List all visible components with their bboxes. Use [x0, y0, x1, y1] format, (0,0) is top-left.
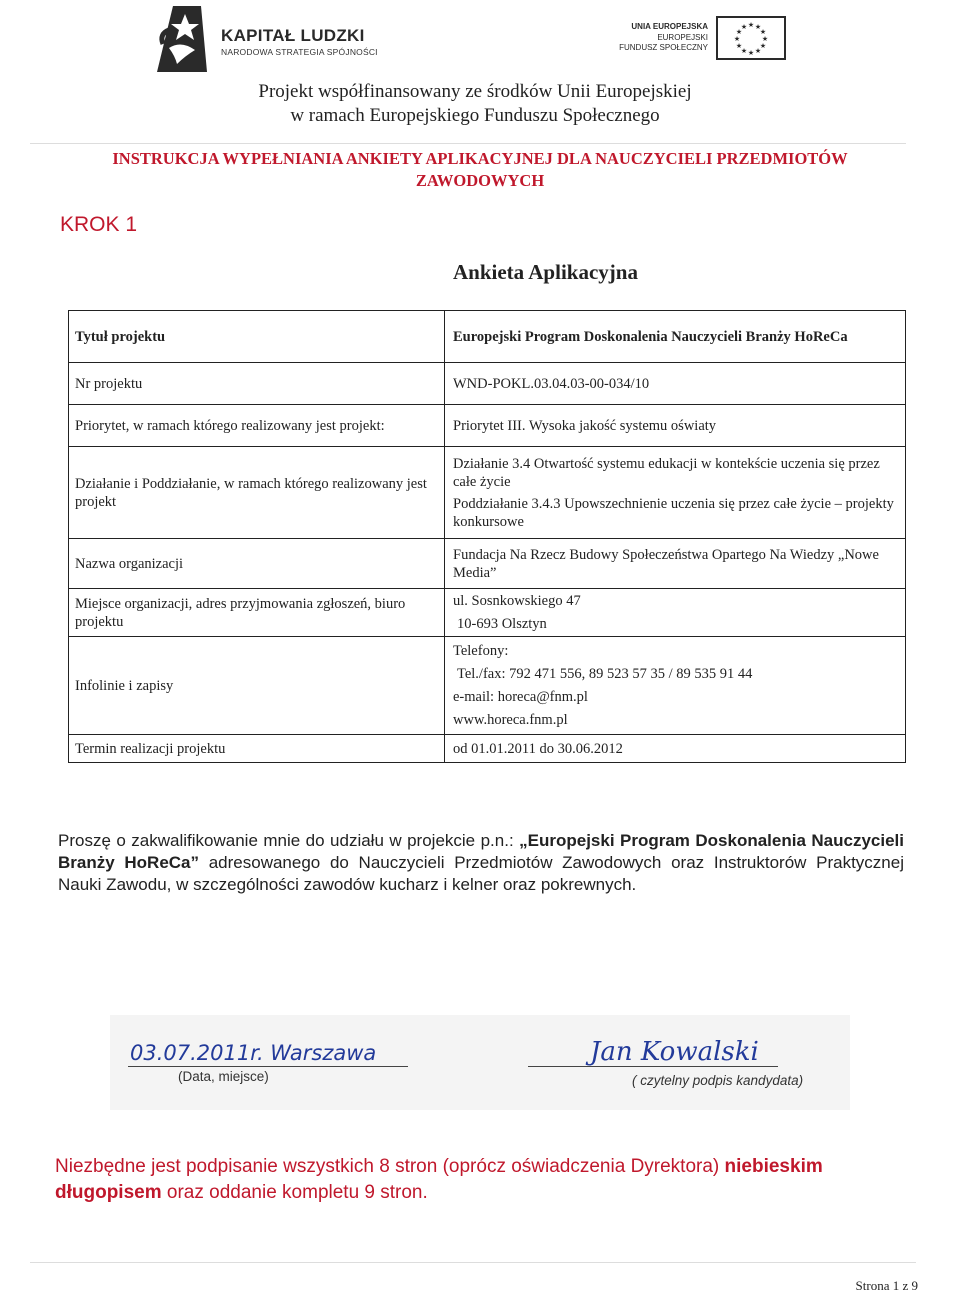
email-value: e-mail: horeca@fnm.pl — [453, 689, 588, 705]
cofinancing-line1: Projekt współfinansowany ze środków Unii Europejskiej — [258, 81, 692, 102]
address-street: ul. Sosnkowskiego 47 — [453, 593, 581, 609]
title-value: Europejski Program Doskonalenia Nauczycieli Branży HoReCa — [445, 311, 906, 363]
svg-text:★: ★ — [740, 47, 748, 55]
action-value: Działanie 3.4 Otwartość systemu edukacji w kontekście uczenia się przez całe życie — [453, 455, 880, 490]
kapital-ludzki-emblem-icon — [155, 4, 215, 74]
svg-text:★: ★ — [735, 42, 743, 50]
signing-note — [55, 1154, 905, 1206]
note-part1: Niezbędne jest podpisanie wszystkich 8 stron (oprócz oświadczenia Dyrektora) — [55, 1156, 725, 1177]
svg-text:★: ★ — [759, 42, 767, 50]
date-caption: (Data, miejsce) — [178, 1069, 269, 1084]
priority-label: Priorytet, w ramach którego realizowany jest projekt: — [69, 405, 445, 447]
table-row — [69, 447, 906, 539]
priority-value: Priorytet III. Wysoka jakość systemu oświaty — [445, 405, 906, 447]
svg-text:★: ★ — [747, 49, 755, 57]
svg-text:★: ★ — [740, 23, 748, 31]
name-caption: ( czytelny podpis kandydata) — [632, 1073, 804, 1088]
handwritten-date: 03.07.2011r. Warszawa — [130, 1041, 377, 1065]
name-signature-line — [528, 1066, 778, 1067]
request-text-part1: Proszę o zakwalifikowanie mnie do udziału w projekcie p.n.: — [58, 831, 520, 850]
table-row — [69, 637, 906, 735]
header-divider — [30, 143, 906, 144]
footer-divider — [30, 1262, 916, 1263]
note-part2: oraz oddanie kompletu 9 stron. — [161, 1182, 428, 1203]
kl-logo-title: KAPITAŁ LUDZKI — [221, 26, 365, 45]
address-label: Miejsce organizacji, adres przyjmowania zgłoszeń, biuro projektu — [69, 589, 445, 637]
svg-text:★: ★ — [754, 47, 762, 55]
term-label: Termin realizacji projektu — [69, 735, 445, 763]
subaction-value: Poddziałanie 3.4.3 Upowszechnienie uczenia się przez całe życie – projekty konkursowe — [453, 495, 894, 530]
request-project-name: „Europejski Program Doskonalenia Nauczycieli Branży HoReCa” — [58, 831, 904, 872]
phone-value: Tel./fax: 792 471 556, 89 523 57 35 / 89 535 91 44 — [457, 666, 753, 682]
eu-logo — [610, 14, 790, 64]
svg-text:★: ★ — [759, 28, 767, 36]
date-signature-line — [128, 1066, 408, 1067]
table-row — [69, 735, 906, 763]
org-label: Nazwa organizacji — [69, 539, 445, 589]
eu-logo-line2: EUROPEJSKI — [657, 32, 708, 42]
cofinancing-line2: w ramach Europejskiego Funduszu Społecznego — [290, 105, 660, 126]
kapital-ludzki-logo — [155, 4, 385, 74]
eu-logo-line3: FUNDUSZ SPOŁECZNY — [619, 43, 708, 52]
svg-text:★: ★ — [735, 28, 743, 36]
svg-text:★: ★ — [761, 35, 769, 43]
request-text-part2: adresowanego do Nauczycieli Przedmiotów Zawodowych oraz Instruktorów Praktycznej Nauki Zawodu, w szczególności zawodów kucharz i kelner oraz pokrewnych. — [58, 853, 904, 894]
handwritten-name: Jan Kowalski — [590, 1037, 759, 1067]
number-value: WND-POKL.03.04.03-00-034/10 — [445, 363, 906, 405]
signature-handwriting — [110, 1015, 850, 1110]
table-row — [69, 311, 906, 363]
table-row — [69, 363, 906, 405]
address-city: 10-693 Olsztyn — [457, 616, 547, 632]
page-number: Strona 1 z 9 — [855, 1278, 918, 1293]
www-value: www.horeca.fnm.pl — [453, 712, 568, 728]
svg-text:★: ★ — [747, 21, 755, 29]
svg-text:★: ★ — [733, 35, 741, 43]
number-label: Nr projektu — [69, 363, 445, 405]
note-bold: niebieskim długopisem — [55, 1156, 823, 1203]
org-value: Fundacja Na Rzecz Budowy Społeczeństwa Opartego Na Wiedzy „Nowe Media” — [445, 539, 906, 589]
svg-text:★: ★ — [754, 23, 762, 31]
table-row — [69, 589, 906, 637]
project-info-table — [68, 310, 906, 763]
term-value: od 01.01.2011 do 30.06.2012 — [453, 740, 623, 757]
instruction-title: INSTRUKCJA WYPEŁNIANIA ANKIETY APLIKACYJNEJ DLA NAUCZYCIELI PRZEDMIOTÓW ZAWODOWYCH — [112, 149, 848, 190]
table-row — [69, 539, 906, 589]
table-row — [69, 405, 906, 447]
eu-logo-line1: UNIA EUROPEJSKA — [631, 22, 708, 31]
qualification-request — [58, 830, 904, 896]
hotline-label: Infolinie i zapisy — [69, 637, 445, 735]
step-label: KROK 1 — [60, 213, 138, 236]
eu-flag-icon — [716, 16, 786, 60]
title-label: Tytuł projektu — [69, 311, 445, 363]
form-title: Ankieta Aplikacyjna — [453, 260, 638, 284]
kl-logo-subtitle: NARODOWA STRATEGIA SPÓJNOŚCI — [221, 47, 378, 57]
phones-label: Telefony: — [453, 643, 509, 659]
action-label: Działanie i Poddziałanie, w ramach którego realizowany jest projekt — [69, 447, 445, 539]
